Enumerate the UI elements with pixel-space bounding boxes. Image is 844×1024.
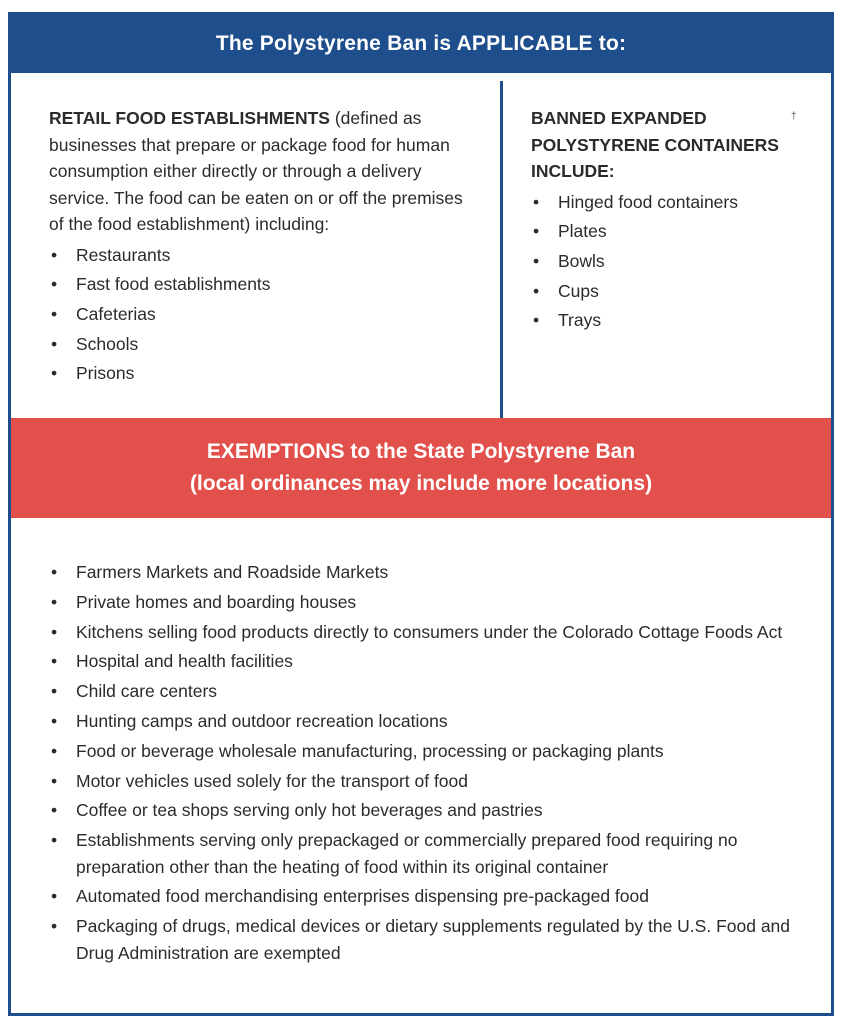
bullet-icon: •: [51, 770, 58, 791]
list-item-text: Restaurants: [76, 244, 171, 265]
list-item: [49, 559, 799, 586]
bullet-icon: •: [533, 250, 540, 271]
applicable-header: [11, 15, 831, 73]
list-item-text: Coffee or tea shops serving only hot beverages and pastries: [76, 800, 543, 821]
bullet-icon: •: [533, 191, 540, 212]
bullet-icon: •: [51, 681, 58, 702]
bullet-icon: •: [51, 710, 58, 731]
list-item: [49, 827, 799, 880]
list-item: [531, 248, 806, 275]
bullet-icon: •: [51, 800, 58, 821]
bullet-icon: •: [533, 310, 540, 331]
list-item: [49, 242, 469, 269]
retail-list: [49, 242, 469, 387]
exemptions-title: EXEMPTIONS to the State Polystyrene Ban: [206, 440, 636, 463]
list-item: [49, 797, 799, 824]
list-item-text: Prisons: [76, 363, 135, 384]
exemptions-header: [11, 418, 831, 518]
list-item-text: Fast food establishments: [76, 274, 271, 295]
bullet-icon: •: [51, 830, 58, 851]
list-item: [49, 678, 799, 705]
list-item-text: Hunting camps and outdoor recreation locations: [76, 710, 448, 731]
bullet-icon: •: [51, 303, 58, 324]
list-item: [49, 648, 799, 675]
document-frame: [8, 12, 834, 1016]
list-item: [49, 331, 469, 358]
list-item-text: Schools: [76, 333, 139, 354]
retail-heading: RETAIL FOOD ESTABLISHMENTS: [49, 108, 330, 128]
list-item-text: Farmers Markets and Roadside Markets: [76, 562, 389, 582]
bullet-icon: •: [51, 333, 58, 354]
list-item-text: Hospital and health facilities: [76, 651, 293, 672]
list-item: [49, 360, 469, 387]
list-item: [49, 271, 469, 298]
bullet-icon: •: [51, 274, 58, 295]
list-item-text: Establishments serving only prepackaged or commercially prepared food requiring no preparation other than the heating of food within its original container: [76, 830, 738, 877]
bullet-icon: •: [51, 363, 58, 384]
list-item-text: Child care centers: [76, 681, 218, 702]
list-item-text: Hinged food containers: [558, 191, 738, 212]
list-item-text: Packaging of drugs, medical devices or dietary supplements regulated by the U.S. Food and Drug Administration are exempted: [76, 916, 791, 963]
bullet-icon: •: [533, 280, 540, 301]
list-item: [49, 708, 799, 735]
list-item: [531, 307, 806, 334]
bullet-icon: •: [51, 621, 58, 642]
list-item: [531, 189, 806, 216]
list-item-text: Trays: [558, 310, 602, 331]
column-divider: [500, 81, 503, 418]
list-item: [49, 301, 469, 328]
list-item-text: Automated food merchandising enterprises dispensing pre-packaged food: [76, 886, 649, 907]
bullet-icon: •: [51, 740, 58, 761]
list-item-text: Cups: [558, 280, 599, 301]
banned-list: [531, 189, 806, 334]
list-item-text: Motor vehicles used solely for the transport of food: [76, 770, 469, 791]
applicable-title: The Polystyrene Ban is APPLICABLE to:: [215, 32, 627, 55]
list-item: [49, 738, 799, 765]
list-item-text: Plates: [558, 221, 607, 242]
bullet-icon: •: [51, 591, 58, 612]
list-item: [49, 913, 799, 966]
bullet-icon: •: [51, 651, 58, 672]
bullet-icon: •: [533, 221, 540, 242]
dagger-mark: †: [791, 111, 797, 122]
retail-description: (defined as businesses that prepare or package food for human consumption either directly or through a delivery service. The food can be eaten on or off the premises of the food establishment) including:: [49, 108, 463, 234]
list-item-text: Cafeterias: [76, 303, 156, 324]
bullet-icon: •: [51, 886, 58, 907]
list-item-text: Private homes and boarding houses: [76, 591, 357, 612]
list-item-text: Food or beverage wholesale manufacturing, processing or packaging plants: [76, 740, 664, 761]
list-item: [531, 278, 806, 305]
retail-column: [49, 105, 469, 390]
list-item: [531, 218, 806, 245]
list-item: [49, 619, 799, 646]
banned-column: [531, 105, 806, 337]
bullet-icon: •: [51, 916, 58, 937]
list-item-text: Bowls: [558, 250, 605, 271]
retail-paragraph: [49, 105, 469, 238]
exemptions-subtitle: (local ordinances may include more locations): [189, 472, 653, 495]
list-item-text: Kitchens selling food products directly to consumers under the Colorado Cottage Foods Act: [76, 621, 783, 642]
exemptions-section: [49, 555, 799, 970]
exemptions-list: [49, 559, 799, 966]
list-item: [49, 883, 799, 910]
bullet-icon: •: [51, 244, 58, 265]
list-item: [49, 589, 799, 616]
applicable-section: [11, 73, 831, 418]
banned-heading: BANNED EXPANDED POLYSTYRENE CONTAINERS INCLUDE:: [531, 108, 779, 181]
bullet-icon: •: [51, 562, 58, 582]
list-item: [49, 768, 799, 795]
